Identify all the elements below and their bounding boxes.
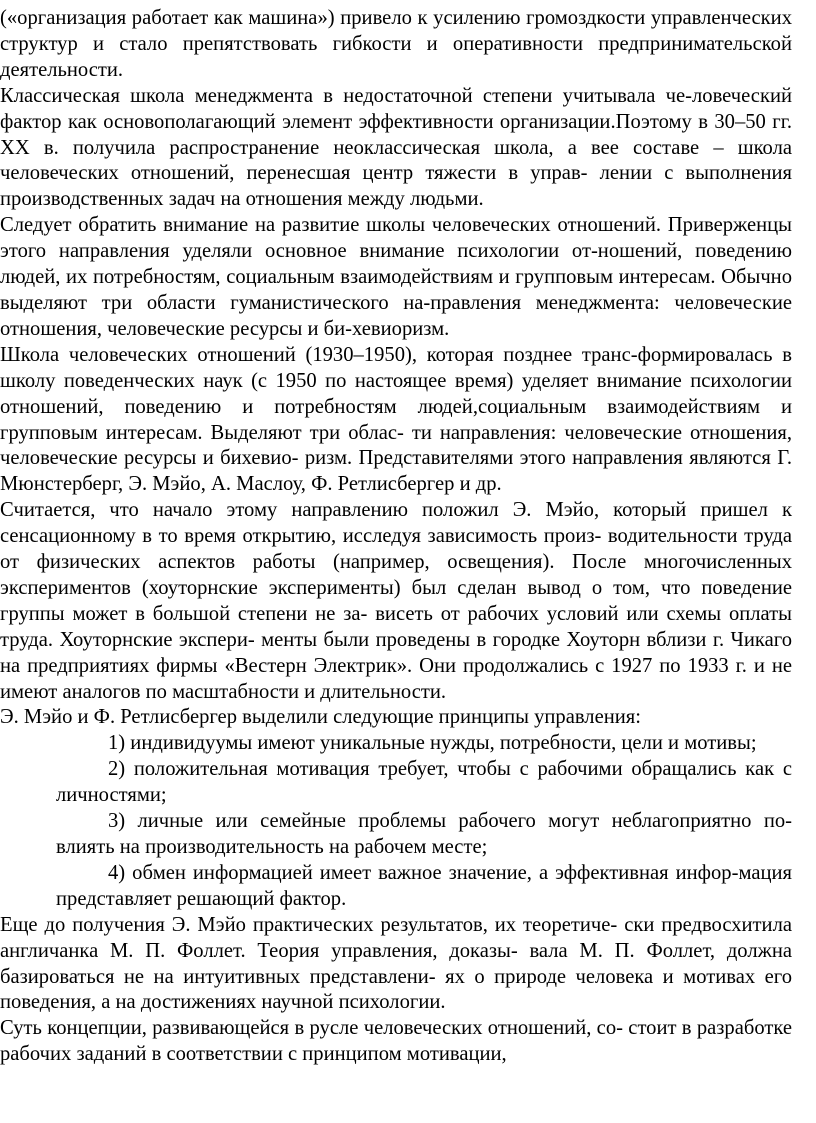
paragraph-human-relations-development: Следует обратить внимание на развитие школы человеческих отношений. Приверженцы этого направления уделяли основное внимание психологии от-ношений, поведению людей, их потребностям, социальным взаимодействиям и групповым интересам. Обычно выделяют три области гуманистического на-правления менеджмента: человеческие отношения, человеческие ресурсы и би-хевиоризм. (0, 214, 792, 340)
paragraph-classical-school: Классическая школа менеджмента в недостаточной степени учитывала че-ловеческий фактор как основополагающий элемент эффективности организации.Поэтому в 30–50 гг. XX в. получила распространение неоклассическая школа, а вее составе – школа человеческих отношений, перенесшая центр тяжести в управ- лении с выполнения производственных задач на отношения между людьми. (0, 84, 792, 211)
paragraph-intro-continuation: («организация работает как машина») привело к усилению громоздкости управленческих структур и стало препятствовать гибкости и оперативности предпринимательской деятельности. (0, 7, 792, 81)
list-item: 1) индивидуумы имеют уникальные нужды, потребности, цели и мотивы; (108, 732, 757, 755)
paragraph-school-of-human-relations: Школа человеческих отношений (1930–1950), которая позднее транс-формировалась в школу поведенческих наук (с 1950 по настоящее время) уделяет внимание психологии отношений, поведению и потребностям людей,социальным взаимодействиям и групповым интересам. Выделяют три облас- ти направления: человеческие отношения, человеческие ресурсы и бихевио- ризм. Представителями этого направления являются Г. Мюнстерберг, Э. Мэйо, А. Маслоу, Ф. Ретлисбергер и др. (0, 343, 792, 496)
paragraph-principles-intro: Э. Мэйо и Ф. Ретлисбергер выделили следующие принципы управления: (0, 706, 641, 729)
list-item: 2) положительная мотивация требует, чтобы с рабочими обращались как с личностями; (56, 758, 792, 807)
list-item: 3) личные или семейные проблемы рабочего могут неблагоприятно по-влиять на производительность на рабочем месте; (56, 810, 792, 858)
principles-list (0, 731, 792, 912)
paragraph-mayo-experiments: Считается, что начало этому направлению положил Э. Мэйо, который пришел к сенсационному в то время открытию, исследуя зависимость произ- водительности труда от физических аспектов работы (например, освещения). После многочисленных экспериментов (хоуторнские эксперименты) был сделан вывод о том, что поведение группы может в большой степени не за- висеть от рабочих условий или схемы оплаты труда. Хоуторнские экспери- менты были проведены в городке Хоуторн вблизи г. Чикаго на предприятиях фирмы «Вестерн Электрик». Они продолжались с 1927 по 1933 г. и не имеют аналогов по масштабности и длительности. (0, 499, 792, 703)
paragraph-concept-essence: Суть концепции, развивающейся в русле человеческих отношений, со- стоит в разработке рабочих заданий в соответствии с принципом мотивации, (0, 1017, 792, 1066)
list-item: 4) обмен информацией имеет важное значение, а эффективная инфор-мация представляет решающий фактор. (56, 861, 792, 910)
paragraph-follett: Еще до получения Э. Мэйо практических результатов, их теоретиче- ски предвосхитила англичанка М. П. Фоллет. Теория управления, доказы- вала М. П. Фоллет, должна базироваться не на интуитивных представлени- ях о природе человека и мотивах его поведения, а на достижениях научной психологии. (0, 913, 792, 1014)
